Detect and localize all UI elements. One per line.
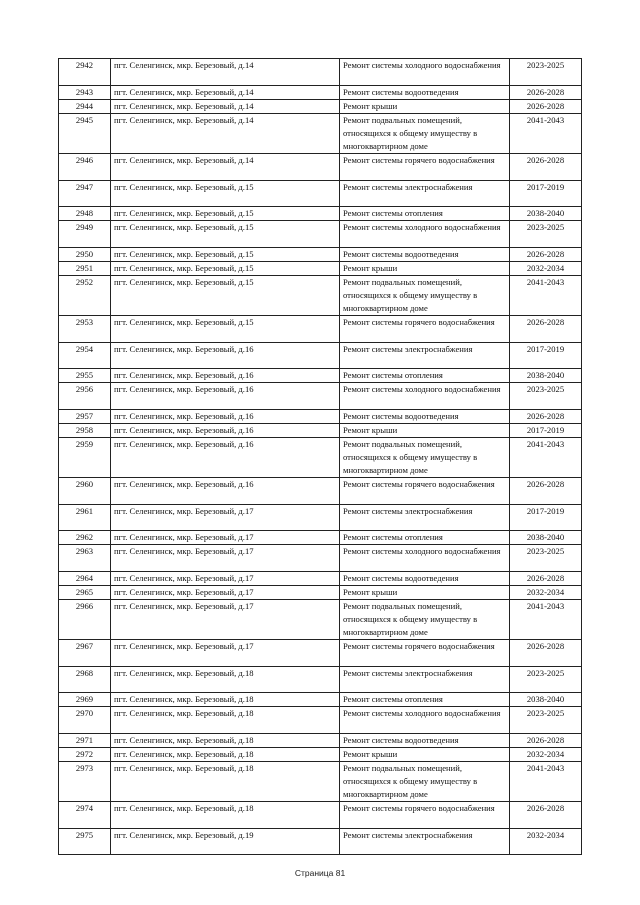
- row-number: 2963: [59, 545, 111, 572]
- work-type-cell: Ремонт системы водоотведения: [340, 86, 510, 100]
- address-cell: пгт. Селенгинск, мкр. Березовый, д.15: [111, 207, 340, 221]
- work-type-cell: Ремонт системы водоотведения: [340, 734, 510, 748]
- table-row: [59, 154, 582, 181]
- address-cell: пгт. Селенгинск, мкр. Березовый, д.17: [111, 572, 340, 586]
- work-type-cell: Ремонт системы водоотведения: [340, 410, 510, 424]
- period-cell: 2038-2040: [510, 369, 582, 383]
- table-row: [59, 586, 582, 600]
- period-cell: 2017-2019: [510, 505, 582, 531]
- table-row: [59, 248, 582, 262]
- table-row: [59, 762, 582, 802]
- address-cell: пгт. Селенгинск, мкр. Березовый, д.15: [111, 276, 340, 316]
- table-row: [59, 343, 582, 369]
- table-row: [59, 262, 582, 276]
- address-cell: пгт. Селенгинск, мкр. Березовый, д.18: [111, 667, 340, 693]
- address-cell: пгт. Селенгинск, мкр. Березовый, д.15: [111, 181, 340, 207]
- table-row: [59, 86, 582, 100]
- row-number: 2964: [59, 572, 111, 586]
- table-row: [59, 693, 582, 707]
- table-row: [59, 545, 582, 572]
- address-cell: пгт. Селенгинск, мкр. Березовый, д.16: [111, 410, 340, 424]
- table-row: [59, 181, 582, 207]
- work-type-cell: Ремонт системы водоотведения: [340, 248, 510, 262]
- address-cell: пгт. Селенгинск, мкр. Березовый, д.16: [111, 383, 340, 410]
- row-number: 2968: [59, 667, 111, 693]
- address-cell: пгт. Селенгинск, мкр. Березовый, д.17: [111, 505, 340, 531]
- work-type-cell: Ремонт подвальных помещений, относящихся к общему имуществу в многоквартирном доме: [340, 438, 510, 478]
- row-number: 2965: [59, 586, 111, 600]
- row-number: 2949: [59, 221, 111, 248]
- period-cell: 2023-2025: [510, 545, 582, 572]
- table-row: [59, 59, 582, 86]
- row-number: 2961: [59, 505, 111, 531]
- address-cell: пгт. Селенгинск, мкр. Березовый, д.15: [111, 262, 340, 276]
- table-row: [59, 748, 582, 762]
- address-cell: пгт. Селенгинск, мкр. Березовый, д.17: [111, 586, 340, 600]
- row-number: 2958: [59, 424, 111, 438]
- row-number: 2956: [59, 383, 111, 410]
- row-number: 2946: [59, 154, 111, 181]
- page-number: Страница 81: [294, 868, 346, 878]
- period-cell: 2026-2028: [510, 100, 582, 114]
- period-cell: 2023-2025: [510, 383, 582, 410]
- address-cell: пгт. Селенгинск, мкр. Березовый, д.18: [111, 762, 340, 802]
- period-cell: 2023-2025: [510, 667, 582, 693]
- work-type-cell: Ремонт системы электроснабжения: [340, 829, 510, 855]
- row-number: 2959: [59, 438, 111, 478]
- period-cell: 2038-2040: [510, 207, 582, 221]
- table-row: [59, 667, 582, 693]
- table-row: [59, 829, 582, 855]
- row-number: 2967: [59, 640, 111, 667]
- period-cell: 2023-2025: [510, 707, 582, 734]
- work-type-cell: Ремонт крыши: [340, 586, 510, 600]
- table-row: [59, 438, 582, 478]
- period-cell: 2041-2043: [510, 600, 582, 640]
- work-type-cell: Ремонт системы отопления: [340, 693, 510, 707]
- period-cell: 2032-2034: [510, 748, 582, 762]
- period-cell: 2017-2019: [510, 343, 582, 369]
- address-cell: пгт. Селенгинск, мкр. Березовый, д.18: [111, 734, 340, 748]
- table-row: [59, 369, 582, 383]
- row-number: 2954: [59, 343, 111, 369]
- table-row: [59, 383, 582, 410]
- row-number: 2943: [59, 86, 111, 100]
- table-row: [59, 207, 582, 221]
- period-cell: 2026-2028: [510, 248, 582, 262]
- row-number: 2957: [59, 410, 111, 424]
- address-cell: пгт. Селенгинск, мкр. Березовый, д.17: [111, 640, 340, 667]
- row-number: 2975: [59, 829, 111, 855]
- table-row: [59, 531, 582, 545]
- work-type-cell: Ремонт системы электроснабжения: [340, 181, 510, 207]
- address-cell: пгт. Селенгинск, мкр. Березовый, д.16: [111, 343, 340, 369]
- work-type-cell: Ремонт подвальных помещений, относящихся к общему имуществу в многоквартирном доме: [340, 600, 510, 640]
- address-cell: пгт. Селенгинск, мкр. Березовый, д.18: [111, 707, 340, 734]
- work-type-cell: Ремонт системы электроснабжения: [340, 505, 510, 531]
- row-number: 2974: [59, 802, 111, 829]
- period-cell: 2041-2043: [510, 276, 582, 316]
- period-cell: 2026-2028: [510, 734, 582, 748]
- work-type-cell: Ремонт крыши: [340, 748, 510, 762]
- work-type-cell: Ремонт системы электроснабжения: [340, 667, 510, 693]
- row-number: 2955: [59, 369, 111, 383]
- work-type-cell: Ремонт подвальных помещений, относящихся к общему имуществу в многоквартирном доме: [340, 276, 510, 316]
- work-type-cell: Ремонт системы горячего водоснабжения: [340, 802, 510, 829]
- period-cell: 2038-2040: [510, 693, 582, 707]
- row-number: 2973: [59, 762, 111, 802]
- period-cell: 2041-2043: [510, 438, 582, 478]
- row-number: 2950: [59, 248, 111, 262]
- work-type-cell: Ремонт системы горячего водоснабжения: [340, 154, 510, 181]
- row-number: 2971: [59, 734, 111, 748]
- work-type-cell: Ремонт крыши: [340, 424, 510, 438]
- table-row: [59, 316, 582, 343]
- address-cell: пгт. Селенгинск, мкр. Березовый, д.15: [111, 221, 340, 248]
- address-cell: пгт. Селенгинск, мкр. Березовый, д.16: [111, 369, 340, 383]
- table-row: [59, 276, 582, 316]
- work-type-cell: Ремонт системы горячего водоснабжения: [340, 316, 510, 343]
- period-cell: 2026-2028: [510, 572, 582, 586]
- table-row: [59, 100, 582, 114]
- work-type-cell: Ремонт подвальных помещений, относящихся к общему имуществу в многоквартирном доме: [340, 114, 510, 154]
- period-cell: 2026-2028: [510, 478, 582, 505]
- table-row: [59, 707, 582, 734]
- table-row: [59, 572, 582, 586]
- table-row: [59, 114, 582, 154]
- table-row: [59, 478, 582, 505]
- period-cell: 2026-2028: [510, 86, 582, 100]
- work-type-cell: Ремонт системы холодного водоснабжения: [340, 59, 510, 86]
- work-type-cell: Ремонт крыши: [340, 100, 510, 114]
- period-cell: 2017-2019: [510, 181, 582, 207]
- row-number: 2948: [59, 207, 111, 221]
- table-body: [59, 59, 582, 855]
- address-cell: пгт. Селенгинск, мкр. Березовый, д.18: [111, 748, 340, 762]
- work-type-cell: Ремонт крыши: [340, 262, 510, 276]
- address-cell: пгт. Селенгинск, мкр. Березовый, д.16: [111, 478, 340, 505]
- row-number: 2970: [59, 707, 111, 734]
- address-cell: пгт. Селенгинск, мкр. Березовый, д.15: [111, 316, 340, 343]
- period-cell: 2041-2043: [510, 762, 582, 802]
- period-cell: 2026-2028: [510, 640, 582, 667]
- period-cell: 2026-2028: [510, 316, 582, 343]
- address-cell: пгт. Селенгинск, мкр. Березовый, д.16: [111, 424, 340, 438]
- row-number: 2947: [59, 181, 111, 207]
- work-type-cell: Ремонт системы отопления: [340, 369, 510, 383]
- work-type-cell: Ремонт системы электроснабжения: [340, 343, 510, 369]
- work-type-cell: Ремонт системы холодного водоснабжения: [340, 383, 510, 410]
- row-number: 2951: [59, 262, 111, 276]
- work-type-cell: Ремонт системы горячего водоснабжения: [340, 640, 510, 667]
- address-cell: пгт. Селенгинск, мкр. Березовый, д.14: [111, 100, 340, 114]
- work-type-cell: Ремонт системы горячего водоснабжения: [340, 478, 510, 505]
- repair-schedule-table: [58, 58, 582, 855]
- row-number: 2953: [59, 316, 111, 343]
- period-cell: 2023-2025: [510, 59, 582, 86]
- address-cell: пгт. Селенгинск, мкр. Березовый, д.17: [111, 545, 340, 572]
- period-cell: 2026-2028: [510, 802, 582, 829]
- address-cell: пгт. Селенгинск, мкр. Березовый, д.16: [111, 438, 340, 478]
- row-number: 2945: [59, 114, 111, 154]
- work-type-cell: Ремонт системы водоотведения: [340, 572, 510, 586]
- work-type-cell: Ремонт системы холодного водоснабжения: [340, 545, 510, 572]
- period-cell: 2023-2025: [510, 221, 582, 248]
- address-cell: пгт. Селенгинск, мкр. Березовый, д.14: [111, 154, 340, 181]
- period-cell: 2032-2034: [510, 586, 582, 600]
- row-number: 2969: [59, 693, 111, 707]
- period-cell: 2041-2043: [510, 114, 582, 154]
- row-number: 2944: [59, 100, 111, 114]
- work-type-cell: Ремонт системы отопления: [340, 531, 510, 545]
- work-type-cell: Ремонт подвальных помещений, относящихся к общему имуществу в многоквартирном доме: [340, 762, 510, 802]
- period-cell: 2026-2028: [510, 410, 582, 424]
- table-row: [59, 600, 582, 640]
- table-row: [59, 802, 582, 829]
- table-row: [59, 734, 582, 748]
- row-number: 2960: [59, 478, 111, 505]
- address-cell: пгт. Селенгинск, мкр. Березовый, д.18: [111, 693, 340, 707]
- period-cell: 2032-2034: [510, 262, 582, 276]
- work-type-cell: Ремонт системы холодного водоснабжения: [340, 221, 510, 248]
- address-cell: пгт. Селенгинск, мкр. Березовый, д.18: [111, 802, 340, 829]
- row-number: 2942: [59, 59, 111, 86]
- address-cell: пгт. Селенгинск, мкр. Березовый, д.17: [111, 600, 340, 640]
- row-number: 2952: [59, 276, 111, 316]
- period-cell: 2038-2040: [510, 531, 582, 545]
- row-number: 2966: [59, 600, 111, 640]
- table-row: [59, 410, 582, 424]
- table-row: [59, 640, 582, 667]
- address-cell: пгт. Селенгинск, мкр. Березовый, д.14: [111, 86, 340, 100]
- period-cell: 2032-2034: [510, 829, 582, 855]
- table-row: [59, 424, 582, 438]
- work-type-cell: Ремонт системы холодного водоснабжения: [340, 707, 510, 734]
- address-cell: пгт. Селенгинск, мкр. Березовый, д.15: [111, 248, 340, 262]
- row-number: 2962: [59, 531, 111, 545]
- table-row: [59, 505, 582, 531]
- address-cell: пгт. Селенгинск, мкр. Березовый, д.14: [111, 114, 340, 154]
- address-cell: пгт. Селенгинск, мкр. Березовый, д.19: [111, 829, 340, 855]
- period-cell: 2026-2028: [510, 154, 582, 181]
- address-cell: пгт. Селенгинск, мкр. Березовый, д.14: [111, 59, 340, 86]
- period-cell: 2017-2019: [510, 424, 582, 438]
- table-row: [59, 221, 582, 248]
- work-type-cell: Ремонт системы отопления: [340, 207, 510, 221]
- row-number: 2972: [59, 748, 111, 762]
- address-cell: пгт. Селенгинск, мкр. Березовый, д.17: [111, 531, 340, 545]
